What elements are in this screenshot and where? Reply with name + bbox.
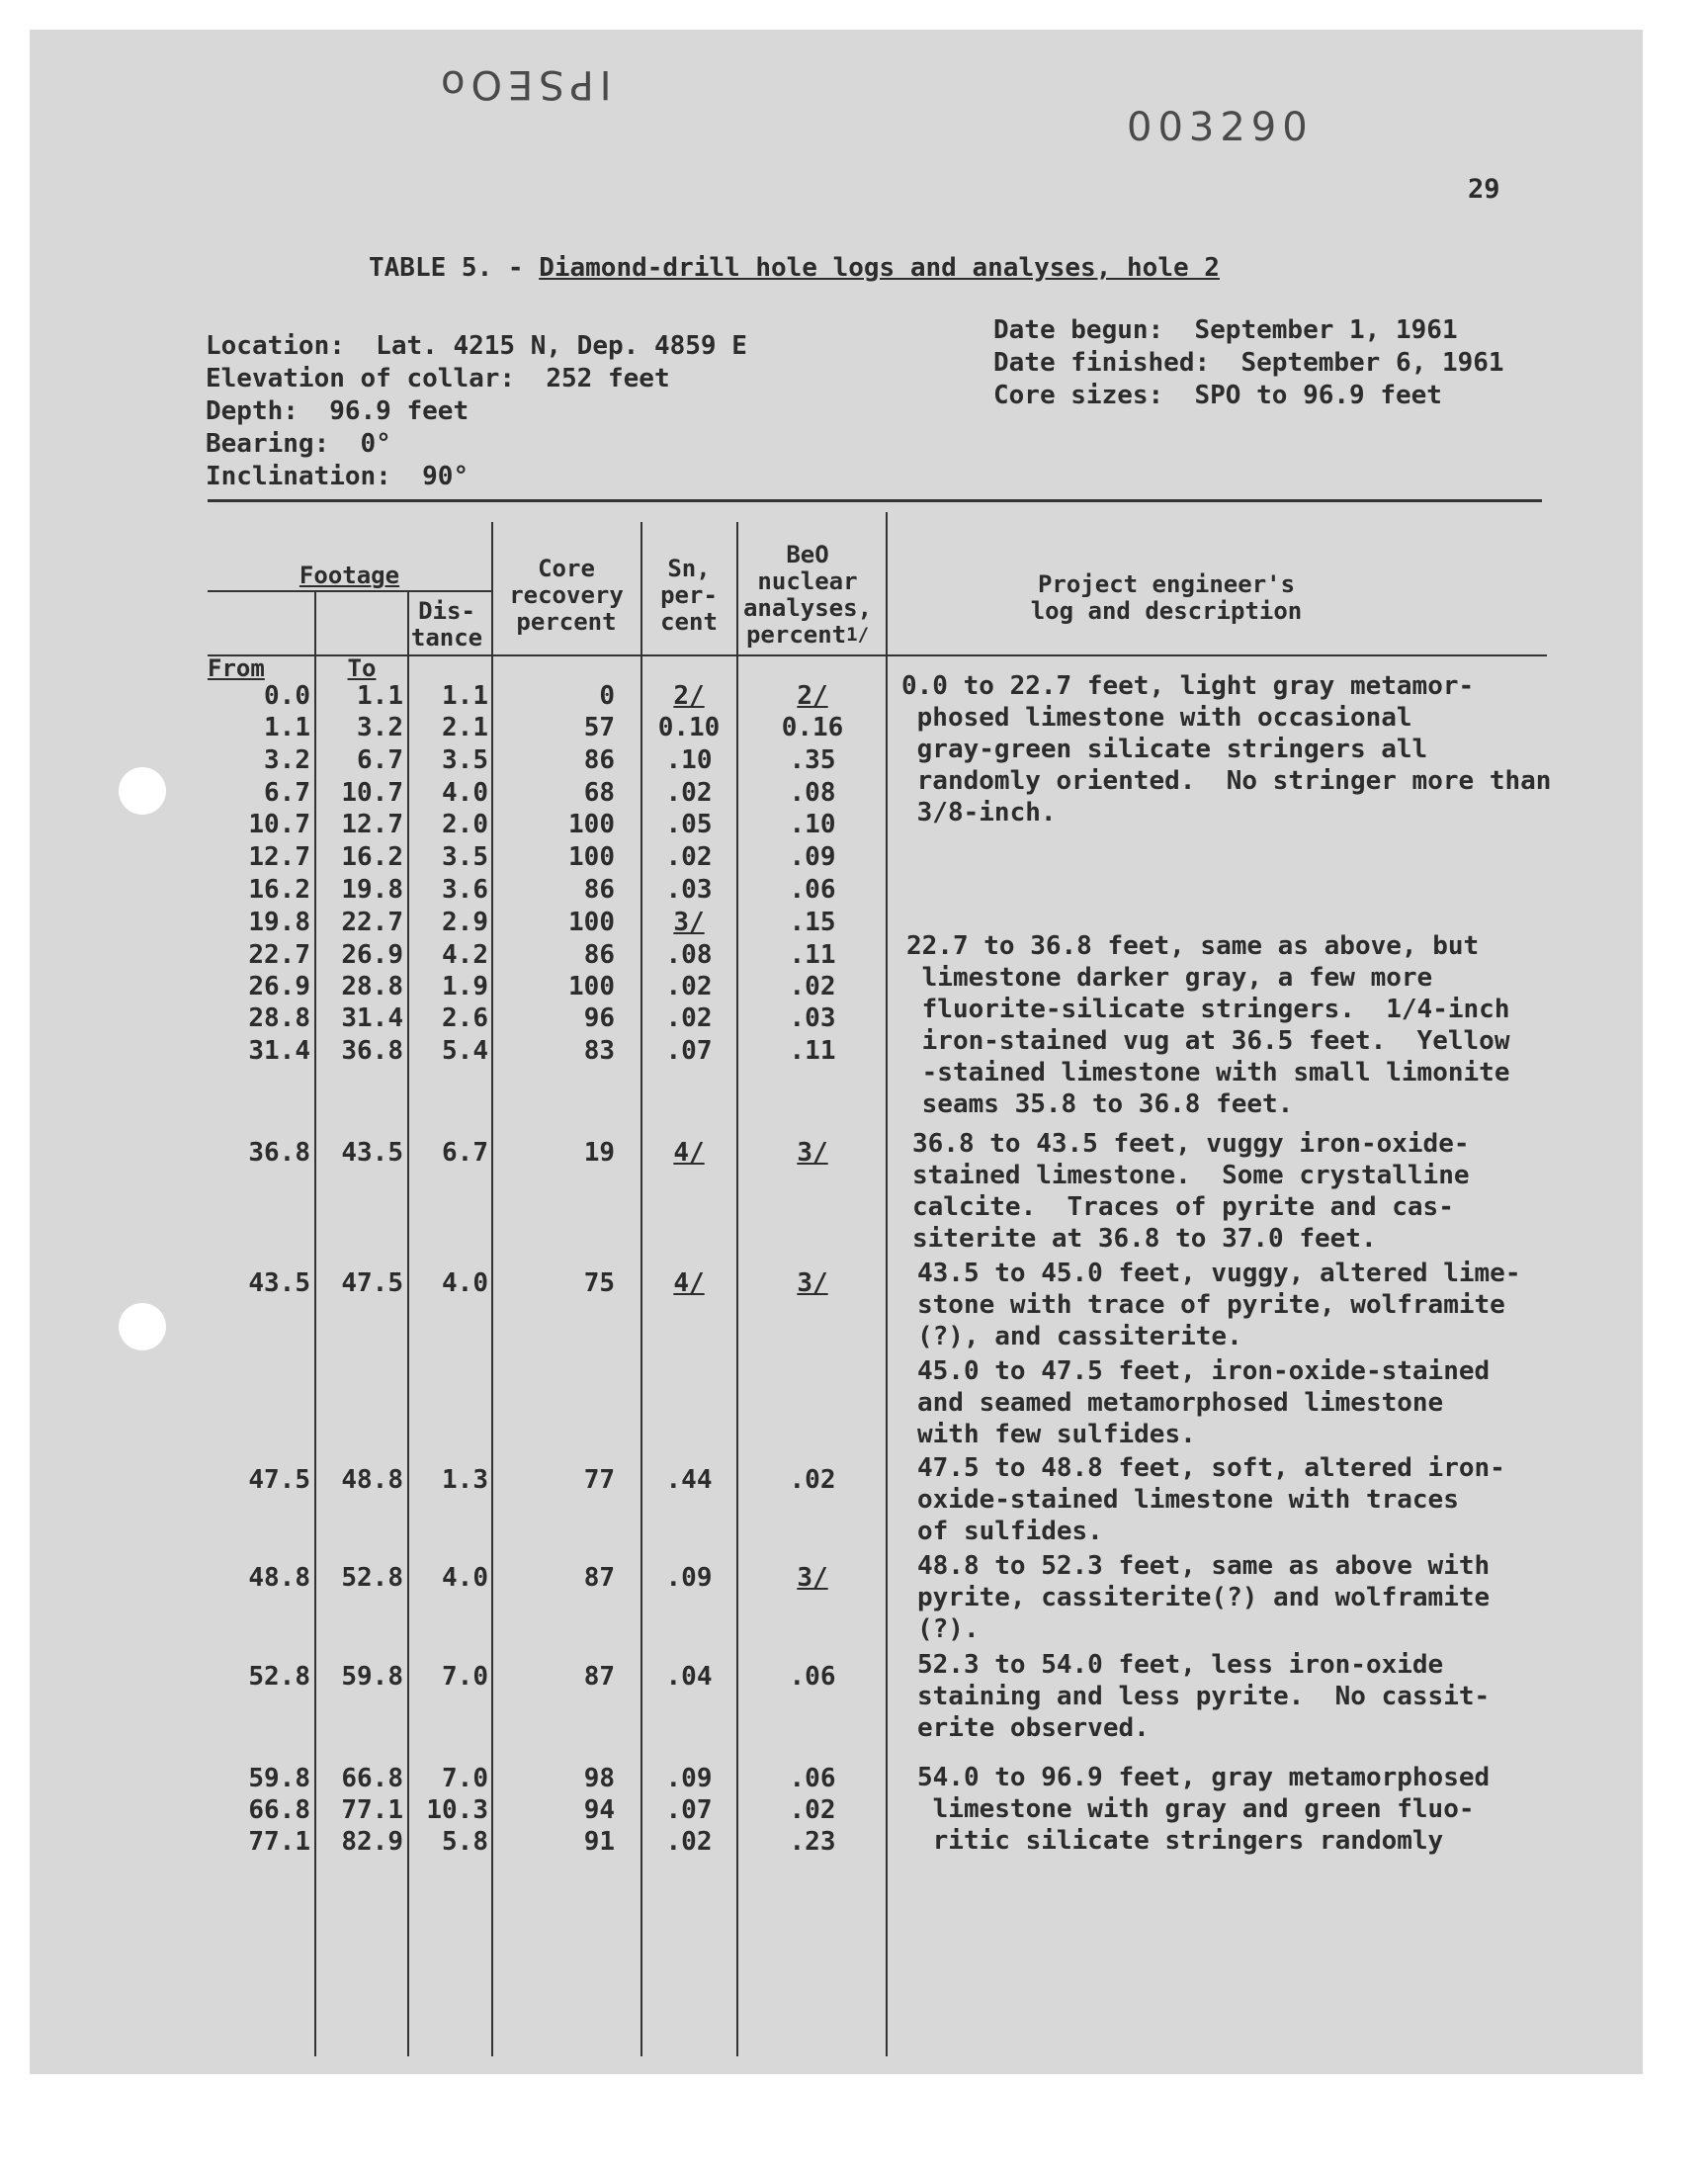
- sn-cell: 3/: [673, 908, 705, 937]
- to-cell: 66.8: [341, 1764, 403, 1793]
- from-cell: 3.2: [264, 745, 310, 775]
- core-cell: 100: [568, 972, 615, 1001]
- core-cell: 68: [583, 778, 615, 808]
- core-cell: 83: [583, 1036, 615, 1066]
- table-title: [369, 253, 1220, 283]
- description-0-22-7: 0.0 to 22.7 feet, light gray metamor- phosed limestone with occasional gray-green silicate stringers all randomly oriented. No stringer more than 3/8-inch.: [901, 671, 1552, 827]
- core-sizes-line: Core sizes: SPO to 96.9 feet: [993, 381, 1442, 410]
- distance-cell: 10.3: [426, 1795, 488, 1825]
- to-cell: 36.8: [341, 1036, 403, 1066]
- core-cell: 75: [583, 1268, 615, 1298]
- core-cell: 87: [583, 1563, 615, 1593]
- beo-cell: .15: [789, 908, 836, 937]
- core-recovery-header: Core recovery percent: [509, 555, 624, 636]
- distance-cell: 3.5: [442, 842, 488, 872]
- distance-cell: 2.1: [442, 713, 488, 742]
- metadata-right: [993, 314, 1504, 412]
- to-cell: 77.1: [341, 1795, 403, 1825]
- description-45-0-47-5: 45.0 to 47.5 feet, iron-oxide-stained and seamed metamorphosed limestone with few sulfides.: [917, 1356, 1491, 1449]
- beo-cell: 3/: [797, 1138, 828, 1168]
- beo-cell: 0.16: [781, 713, 844, 742]
- core-cell: 96: [583, 1003, 615, 1033]
- to-cell: 52.8: [341, 1563, 403, 1593]
- upside-down-stamp: IPSEOo: [435, 61, 612, 107]
- beo-cell: .10: [789, 810, 836, 839]
- beo-cell: .35: [789, 745, 836, 775]
- sn-cell: 4/: [673, 1138, 705, 1168]
- table-top-rule: [208, 499, 1542, 502]
- sn-cell: .05: [665, 810, 713, 839]
- column-divider-distance: [491, 522, 493, 2056]
- description-48-8-52-3: 48.8 to 52.3 feet, same as above with pyrite, cassiterite(?) and wolframite (?).: [917, 1551, 1491, 1644]
- date-finished-line: Date finished: September 6, 1961: [993, 348, 1504, 378]
- beo-cell: .23: [789, 1827, 836, 1857]
- beo-cell: .02: [789, 1795, 836, 1825]
- from-cell: 12.7: [248, 842, 310, 872]
- to-cell: 19.8: [341, 875, 403, 905]
- sn-cell: .09: [665, 1563, 713, 1593]
- description-22-7-36-8: 22.7 to 36.8 feet, same as above, but limestone darker gray, a few more fluorite-silicate stringers. 1/4-inch iron-stained vug at 36.5 feet. Yellow -stained limestone with small limonite seams 35.8 to 36.8 feet.: [906, 931, 1510, 1119]
- from-cell: 43.5: [248, 1268, 310, 1298]
- from-cell: 28.8: [248, 1003, 310, 1033]
- distance-cell: 3.6: [442, 875, 488, 905]
- sn-cell: .10: [665, 745, 713, 775]
- sn-cell: 0.10: [657, 713, 721, 742]
- core-cell: 19: [583, 1138, 615, 1168]
- core-cell: 86: [583, 745, 615, 775]
- to-cell: 48.8: [341, 1465, 403, 1495]
- table-title-text: Diamond-drill hole logs and analyses, hole 2: [539, 253, 1220, 283]
- distance-cell: 2.6: [442, 1003, 488, 1033]
- from-cell: 0.0: [264, 681, 310, 711]
- sn-cell: .02: [665, 1003, 713, 1033]
- from-cell: 36.8: [248, 1138, 310, 1168]
- core-cell: 91: [583, 1827, 615, 1857]
- core-cell: 57: [583, 713, 615, 742]
- column-divider-beo: [886, 512, 888, 2056]
- to-cell: 6.7: [357, 745, 403, 775]
- beo-cell: 2/: [797, 681, 828, 711]
- sn-cell: 4/: [673, 1268, 705, 1298]
- description-52-3-54-0: 52.3 to 54.0 feet, less iron-oxide staining and less pyrite. No cassit- erite observed.: [917, 1650, 1491, 1743]
- distance-cell: 5.8: [442, 1827, 488, 1857]
- core-cell: 86: [583, 940, 615, 970]
- distance-cell: 4.0: [442, 1268, 488, 1298]
- to-cell: 3.2: [357, 713, 403, 742]
- to-cell: 82.9: [341, 1827, 403, 1857]
- description-36-8-43-5: 36.8 to 43.5 feet, vuggy iron-oxide- stained limestone. Some crystalline calcite. Traces of pyrite and cas- siterite at 36.8 to 37.0 feet.: [912, 1129, 1470, 1254]
- distance-cell: 7.0: [442, 1764, 488, 1793]
- distance-cell: 7.0: [442, 1662, 488, 1692]
- location-line: Location: Lat. 4215 N, Dep. 4859 E: [206, 331, 747, 361]
- from-cell: 52.8: [248, 1662, 310, 1692]
- distance-cell: 1.9: [442, 972, 488, 1001]
- sn-cell: .09: [665, 1764, 713, 1793]
- beo-footnote-mark: 1/: [846, 624, 870, 646]
- inclination-line: Inclination: 90°: [206, 462, 470, 491]
- from-cell: 16.2: [248, 875, 310, 905]
- depth-line: Depth: 96.9 feet: [206, 396, 470, 426]
- to-cell: 59.8: [341, 1662, 403, 1692]
- file-number-stamp: 003290: [1127, 105, 1314, 150]
- sn-cell: 2/: [673, 681, 705, 711]
- beo-cell: .09: [789, 842, 836, 872]
- distance-cell: 1.1: [442, 681, 488, 711]
- to-cell: 28.8: [341, 972, 403, 1001]
- footage-rule: [208, 590, 491, 592]
- core-cell: 98: [583, 1764, 615, 1793]
- distance-cell: 1.3: [442, 1465, 488, 1495]
- beo-cell: .06: [789, 1764, 836, 1793]
- bearing-line: Bearing: 0°: [206, 429, 391, 459]
- to-cell: 10.7: [341, 778, 403, 808]
- beo-cell: .11: [789, 940, 836, 970]
- core-cell: 77: [583, 1465, 615, 1495]
- sn-header: Sn, per- cent: [660, 555, 718, 636]
- distance-cell: 4.0: [442, 1563, 488, 1593]
- beo-cell: .02: [789, 972, 836, 1001]
- sn-cell: .07: [665, 1036, 713, 1066]
- to-cell: 16.2: [341, 842, 403, 872]
- to-cell: 1.1: [357, 681, 403, 711]
- distance-cell: 2.0: [442, 810, 488, 839]
- beo-cell: .03: [789, 1003, 836, 1033]
- from-cell: 6.7: [264, 778, 310, 808]
- from-cell: 47.5: [248, 1465, 310, 1495]
- column-divider-sn: [736, 522, 738, 2056]
- beo-cell: .08: [789, 778, 836, 808]
- sn-cell: .08: [665, 940, 713, 970]
- core-cell: 100: [568, 842, 615, 872]
- beo-cell: .06: [789, 875, 836, 905]
- distance-cell: 2.9: [442, 908, 488, 937]
- sn-cell: .44: [665, 1465, 713, 1495]
- beo-cell: 3/: [797, 1268, 828, 1298]
- punch-hole-top: [119, 767, 166, 815]
- sn-cell: .04: [665, 1662, 713, 1692]
- to-cell: 26.9: [341, 940, 403, 970]
- from-header: From: [208, 654, 265, 682]
- elevation-line: Elevation of collar: 252 feet: [206, 364, 670, 393]
- beo-header: BeO nuclear analyses, percent$^{1/}$: [742, 541, 873, 649]
- column-divider-from: [314, 591, 316, 2056]
- core-cell: 100: [568, 810, 615, 839]
- beo-cell: .11: [789, 1036, 836, 1066]
- to-cell: 47.5: [341, 1268, 403, 1298]
- from-cell: 59.8: [248, 1764, 310, 1793]
- core-cell: 87: [583, 1662, 615, 1692]
- sn-cell: .02: [665, 1827, 713, 1857]
- table-title-prefix: TABLE 5. -: [369, 253, 540, 283]
- distance-cell: 6.7: [442, 1138, 488, 1168]
- sn-cell: .02: [665, 842, 713, 872]
- description-47-5-48-8: 47.5 to 48.8 feet, soft, altered iron- oxide-stained limestone with traces of sulfides.: [917, 1453, 1505, 1546]
- from-cell: 66.8: [248, 1795, 310, 1825]
- distance-cell: 4.0: [442, 778, 488, 808]
- to-header: To: [347, 654, 377, 682]
- distance-cell: 5.4: [442, 1036, 488, 1066]
- core-cell: 0: [599, 681, 615, 711]
- from-cell: 26.9: [248, 972, 310, 1001]
- column-divider-core: [640, 522, 642, 2056]
- punch-hole-bottom: [119, 1303, 166, 1350]
- distance-cell: 3.5: [442, 745, 488, 775]
- core-cell: 86: [583, 875, 615, 905]
- to-cell: 22.7: [341, 908, 403, 937]
- to-cell: 31.4: [341, 1003, 403, 1033]
- distance-header: Dis- tance: [410, 597, 483, 652]
- core-cell: 100: [568, 908, 615, 937]
- sn-cell: .02: [665, 972, 713, 1001]
- from-cell: 10.7: [248, 810, 310, 839]
- distance-cell: 4.2: [442, 940, 488, 970]
- to-cell: 12.7: [341, 810, 403, 839]
- core-cell: 94: [583, 1795, 615, 1825]
- page-number: 29: [1468, 174, 1500, 205]
- from-cell: 77.1: [248, 1827, 310, 1857]
- from-cell: 1.1: [264, 713, 310, 742]
- beo-cell: .02: [789, 1465, 836, 1495]
- from-cell: 19.8: [248, 908, 310, 937]
- footage-header: Footage: [299, 562, 400, 589]
- sn-cell: .07: [665, 1795, 713, 1825]
- from-cell: 22.7: [248, 940, 310, 970]
- metadata-left: [206, 330, 747, 493]
- from-cell: 48.8: [248, 1563, 310, 1593]
- date-begun-line: Date begun: September 1, 1961: [993, 315, 1458, 345]
- from-cell: 31.4: [248, 1036, 310, 1066]
- description-54-0-96-9: 54.0 to 96.9 feet, gray metamorphosed limestone with gray and green fluo- ritic silicate stringers randomly: [917, 1763, 1491, 1856]
- beo-cell: .06: [789, 1662, 836, 1692]
- sn-cell: .02: [665, 778, 713, 808]
- to-cell: 43.5: [341, 1138, 403, 1168]
- description-header: Project engineer's log and description: [1030, 570, 1303, 625]
- sn-cell: .03: [665, 875, 713, 905]
- description-43-5-45-0: 43.5 to 45.0 feet, vuggy, altered lime- stone with trace of pyrite, wolframite (?), and cassiterite.: [917, 1259, 1521, 1351]
- beo-cell: 3/: [797, 1563, 828, 1593]
